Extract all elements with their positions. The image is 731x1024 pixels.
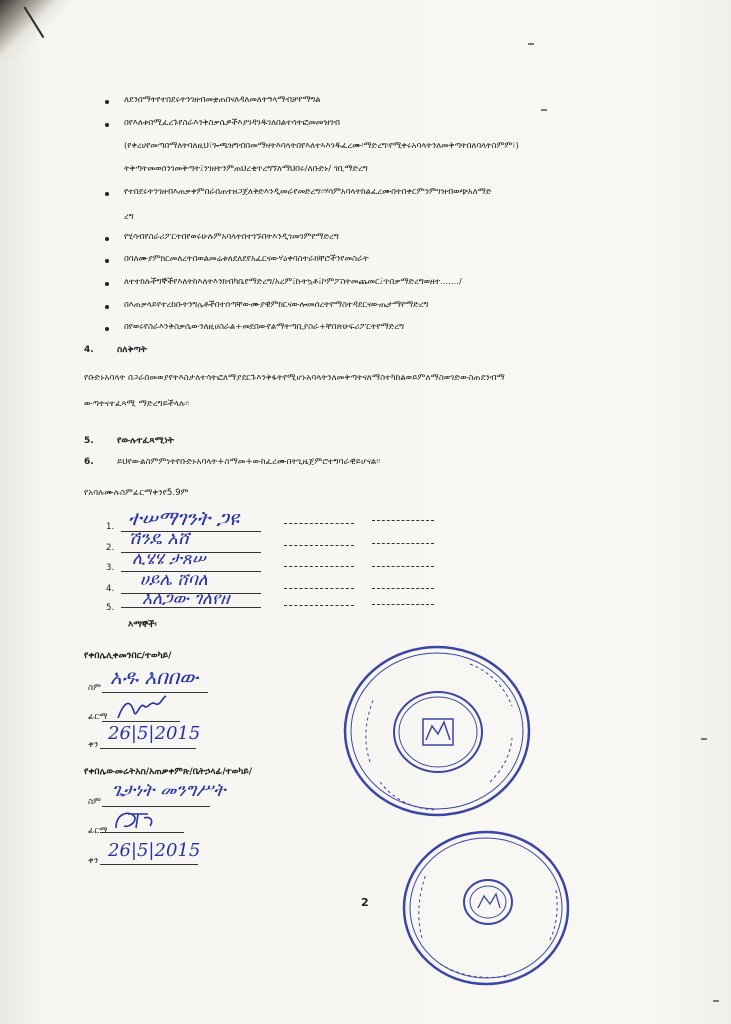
date-line: [100, 864, 198, 865]
name-label: ስም: [88, 797, 102, 807]
member-signature-name: እለጋው ገለየዘ: [142, 589, 230, 609]
list-item: በየወሩየስራእንቅስቃሴውንለዚሀስራል+መደበውየልማትጣቢያስራ+ቸበጽሁፍሪፖርትየማድረግ: [124, 321, 404, 331]
list-item: በእጠቃላይየተረከቡትንግሌቶችበተሰጣቸውሙያዊምክርናውሎመሰረትየማስተዳደርናውጤታማየማድረግ: [124, 299, 429, 309]
signature-blank: [284, 566, 354, 567]
office-heading: የቀበሌውመሬትአስ/አጠቃቀምጽ/ቤትኃላፊ/ተወካይ/: [84, 767, 253, 777]
official-stamp-upper: [340, 642, 535, 820]
signature-blank: [284, 605, 354, 606]
signature-line: [100, 832, 184, 833]
section-title: ስለቅጣት: [117, 345, 147, 355]
signature-line: [102, 721, 180, 722]
member-number: 4.: [106, 584, 115, 594]
official-stamp-lower: [400, 828, 572, 988]
list-item: የሂሳብየስራሪፖርትበየወሩሁሉምአባላትበተገኙበትእንዲገመገምየማድረግ: [124, 231, 339, 241]
signature-line: [121, 607, 261, 608]
bullet-dot: [105, 282, 109, 286]
member-signature-name: ሊሄሄ ታጸሠ: [132, 549, 206, 569]
member-signature-name: ሀይሌ ሸባለ: [140, 570, 208, 590]
list-item-continued: ትቅጣትመወሰንገመቅጣት፤ንገዘትንምጠህረቂጥረግኘለማህበሩ/ለቡድኑ/ ገቢማድረግ: [124, 163, 368, 173]
date-blank: [372, 566, 434, 567]
member-number: 2.: [106, 543, 115, 553]
list-item: ለተተክሉችግኞችየእለትከእለትእንክብካቤየማድረግ/አረም፤ኩትኳቶ፤ኮምፖስትመጨመር፤ጥበቃማድረግወዘተ......./: [124, 276, 462, 286]
receiver-date: 26|5|2015: [108, 723, 201, 744]
section-title: የውሉተፈጻሚነት: [117, 436, 174, 446]
date-blank: [372, 604, 434, 605]
list-item: ለደንበማትየተበደሩትንገዘብመቋጠበናለዳለመለትዓላማብቻየማግል: [124, 94, 321, 104]
office-date: 26|5|2015: [108, 840, 201, 861]
section-text: ይህየውልስምምነትየቡድኑአባላት+ስማመ+ውከፈረሙበትጊዜጀምሮተግባራዊይሆናል፡፡: [117, 457, 381, 467]
witnesses-label: እማኞች፡: [128, 620, 157, 630]
section-number: 4.: [84, 345, 94, 355]
list-item: በባለሙያምክርመለረትበወልመሬቱለደለደየአፈርናውሃዕቀባስትራክቸሮችንየመስራት: [124, 253, 369, 263]
date-line: [100, 748, 196, 749]
bullet-dot: [105, 305, 109, 309]
bullet-dot: [105, 123, 109, 127]
signature-blank: [284, 545, 354, 546]
member-number: 3.: [106, 563, 115, 573]
bullet-dot: [105, 192, 109, 196]
members-heading: የአባሉሙሉስምፊርማቀንየ5.9ም: [84, 488, 189, 498]
member-signature-name: ሽንዴ አሸ: [128, 528, 190, 549]
member-number: 5.: [106, 603, 115, 613]
date-label: ቀን: [88, 740, 99, 750]
date-blank: [372, 543, 434, 544]
bullet-dot: [105, 237, 109, 241]
scan-speck: [713, 1000, 719, 1002]
office-name: ጌታነት መንግሥት: [112, 780, 226, 801]
member-signature-name: ተሠማገንት ጋዩ: [128, 506, 239, 530]
section-number: 5.: [84, 436, 94, 446]
signature-blank: [284, 588, 354, 589]
name-label: ስም: [88, 683, 102, 693]
bullet-dot: [105, 100, 109, 104]
signature-blank: [284, 523, 354, 524]
signature-label: ፊርማ: [88, 712, 108, 722]
section-paragraph: ውጣትናተፈጻሚ ማድረግይችላሉ፡፡: [84, 399, 190, 409]
scan-speck: [701, 738, 707, 740]
scan-speck: [528, 43, 534, 45]
list-item: የተበደሩትንገዘብእጠቃቀምበራበጠተዘጋጀለቅድእንዲመራየመድረግ፡፡ሃሳምአባላትከልፈረሙበትበቀርምንምገዝብወጭአለማድ: [124, 186, 492, 196]
date-blank: [372, 520, 434, 521]
page-number: 2: [361, 896, 369, 909]
office-signature-scribble: [110, 806, 160, 834]
date-blank: [372, 588, 434, 589]
receiver-heading: የቀበሌሊቀመንበር/ተወካይ/: [84, 651, 172, 661]
bullet-dot: [105, 327, 109, 331]
section-paragraph: የቡድኑአባላት በጋራበመወያየትእስታለተሳትፎለማያደርጉእንቅፋትየሚሆኑአባላትንለመቅጣትናለማስተካከልወይምለማስወገድውስጠደንብማ: [84, 373, 505, 383]
section-number: 6.: [84, 457, 94, 467]
member-number: 1.: [106, 522, 115, 532]
list-item: በየእለቱበሚፈረጉየስራእንቅስቃሴዎችእያገዳገዱገለበልተሳትፎመመዝገብ: [124, 117, 340, 127]
scan-speck: [541, 109, 547, 111]
receiver-name: አዱ እበበው: [110, 665, 199, 689]
receiver-signature-scribble: [114, 692, 170, 724]
date-label: ቀን: [88, 856, 99, 866]
list-item-continued: ረግ: [124, 211, 134, 221]
signature-label: ፊርማ: [88, 826, 108, 836]
bullet-dot: [105, 259, 109, 263]
list-item-continued: (የቀረሀየመጣበማለትባለዚህ፣ጐጫዝግብበመማዛትእባላትበየእለተኣእገዱፈረሙ፡ማድረግ፡የሚቀሩአባላትንለመቅጣትበለባላትስምም፣): [124, 140, 519, 150]
